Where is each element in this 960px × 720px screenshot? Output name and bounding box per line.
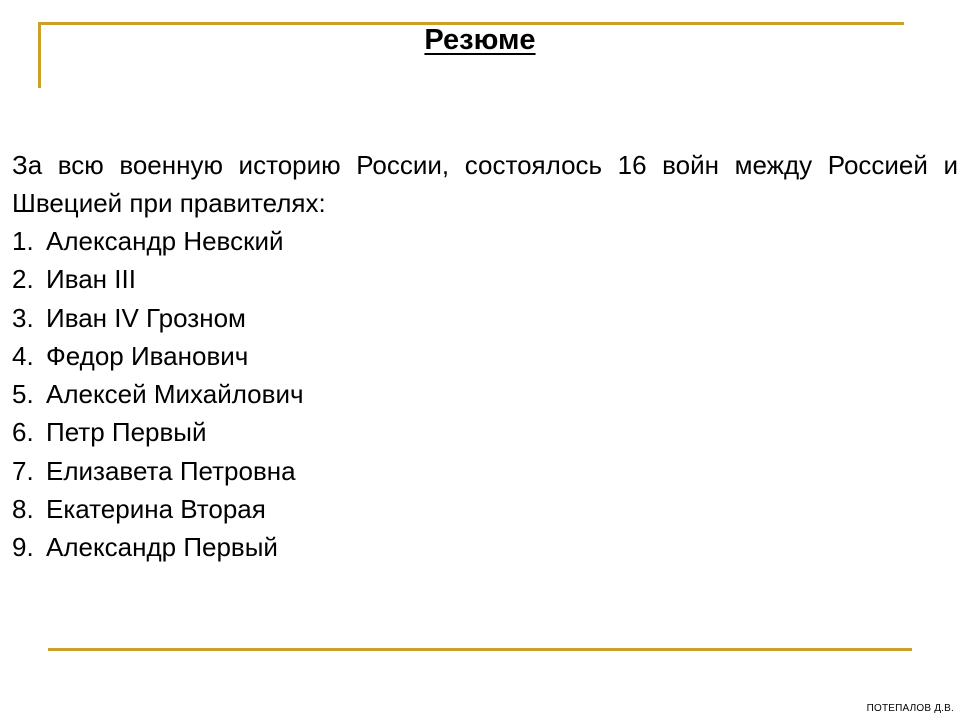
list-item-number: 8. (12, 494, 34, 525)
list-item-name: Иван IV Грозном (46, 302, 246, 333)
list-item (12, 260, 912, 298)
list-item-name: Александр Первый (46, 532, 278, 563)
list-item-number: 9. (12, 532, 34, 563)
list-item (12, 337, 912, 375)
list-item-number: 5. (12, 379, 34, 410)
list-item-name: Алексей Михайлович (46, 379, 304, 410)
author-credit: ПОТЕПАЛОВ Д.В. (866, 703, 954, 714)
slide-title: Резюме (424, 24, 536, 56)
list-item-name: Александр Невский (46, 226, 284, 256)
list-item (12, 452, 912, 490)
list-item-name: Иван III (46, 264, 136, 295)
list-item-number: 1. (12, 226, 34, 256)
list-item (12, 413, 912, 451)
list-item-number: 6. (12, 417, 34, 448)
list-item-name: Петр Первый (46, 417, 207, 448)
list-item (12, 222, 912, 260)
list-item-number: 3. (12, 302, 34, 333)
intro-text: За всю военную историю России, состоялось 16 войн между Россией и Швецией при правителях: (12, 150, 958, 218)
list-item (12, 528, 912, 566)
list-item-number: 7. (12, 455, 34, 486)
list-item (12, 375, 912, 413)
list-item-number: 2. (12, 264, 34, 295)
list-item-number: 4. (12, 340, 34, 371)
list-item-name: Федор Иванович (46, 340, 249, 371)
slide-frame-bottom-line (48, 648, 912, 651)
rulers-list (12, 222, 912, 567)
list-item-name: Елизавета Петровна (46, 455, 296, 486)
list-item (12, 299, 912, 337)
list-item (12, 490, 912, 528)
list-item-name: Екатерина Вторая (46, 494, 266, 525)
